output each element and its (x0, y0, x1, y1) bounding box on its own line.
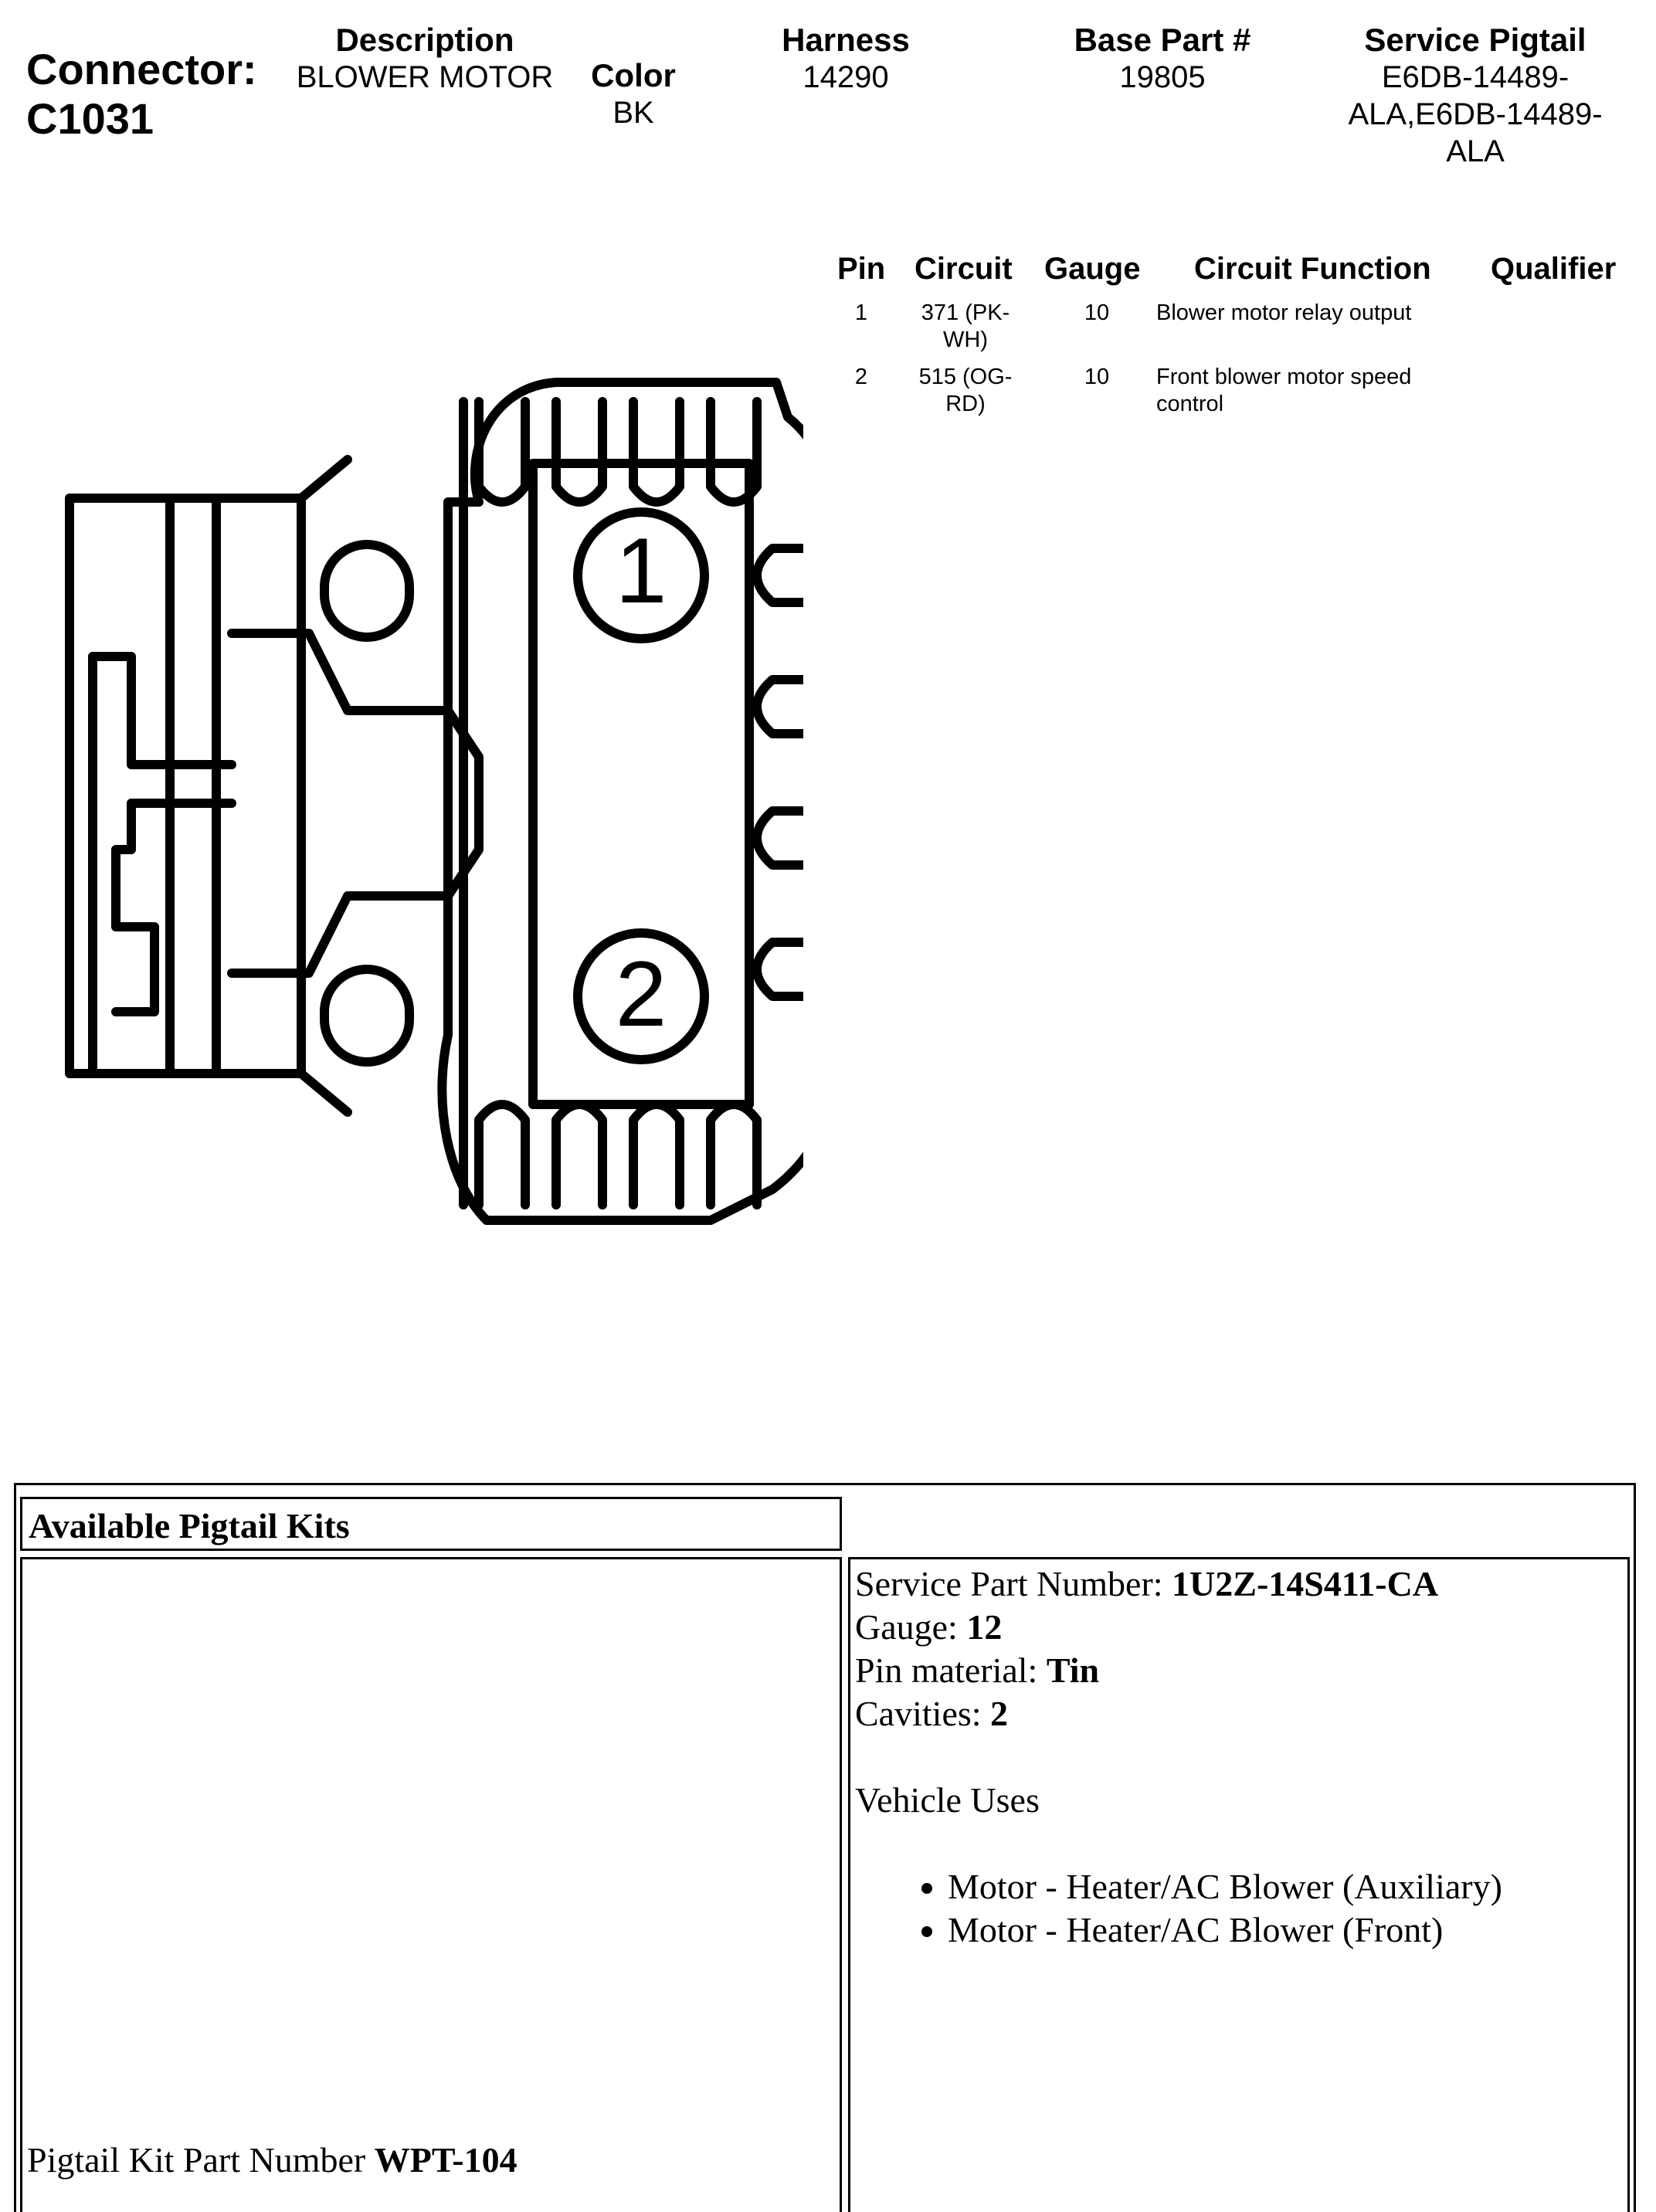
vehicle-uses-label: Vehicle Uses (855, 1780, 1040, 1820)
gauge-value: 12 (966, 1607, 1003, 1647)
service-part-label: Service Part Number: (855, 1564, 1172, 1603)
top-finger (479, 402, 525, 502)
pin-material-line (855, 1649, 1623, 1692)
bottom-finger (556, 1104, 602, 1205)
harness-column (741, 22, 950, 96)
description-value: BLOWER MOTOR (296, 60, 554, 94)
gauge-header: Gauge (1044, 252, 1141, 286)
bottom-finger (711, 1104, 757, 1205)
vehicle-use-item: • Motor - Heater/AC Blower (Auxiliary) (948, 1865, 1623, 1908)
latch-bottom-chamfer (301, 1074, 348, 1112)
pin-2-label: 2 (615, 942, 667, 1046)
circuit-line: 371 (PK- (921, 300, 1010, 325)
pin-header: Pin (837, 252, 886, 286)
base-part-column (1058, 22, 1267, 96)
latch-notch (93, 656, 232, 765)
kit-part-label: Pigtail Kit Part Number (27, 2140, 375, 2180)
kit-part-line (27, 2139, 518, 2182)
latch-neck (232, 633, 479, 973)
connector-label: Connector: (26, 45, 257, 93)
pin-1-label: 1 (615, 519, 667, 623)
connector-heading (26, 45, 257, 144)
service-pigtail-label: Service Pigtail (1364, 22, 1586, 58)
gauge-label: Gauge: (855, 1607, 967, 1647)
circuit-header: Circuit (915, 252, 1013, 286)
color-value: BK (613, 96, 654, 130)
right-finger (757, 548, 803, 602)
pigtail-image-cell (20, 1557, 842, 2212)
latch-body-outline (70, 498, 301, 1074)
circuit-cell (904, 364, 1027, 418)
latch-top-chamfer (301, 460, 348, 498)
left-lobe (324, 545, 409, 637)
circuit-function-header: Circuit Function (1194, 252, 1431, 286)
service-pigtail-line2: ALA,E6DB-14489- (1348, 97, 1603, 131)
harness-label: Harness (782, 22, 910, 58)
description-label: Description (335, 22, 514, 58)
harness-value: 14290 (803, 60, 889, 94)
service-pigtail-line1: E6DB-14489- (1381, 60, 1569, 94)
base-part-label: Base Part # (1074, 22, 1251, 58)
connector-face-diagram (62, 293, 803, 1290)
connector-id: C1031 (26, 94, 154, 143)
circuit-function-cell: Blower motor relay output (1156, 300, 1412, 325)
gauge-line (855, 1606, 1623, 1649)
circuit-cell (904, 300, 1027, 354)
vehicle-uses-list (855, 1865, 1623, 1952)
qualifier-header: Qualifier (1491, 252, 1617, 286)
circuit-line: WH) (943, 327, 988, 352)
gauge-cell: 10 (1084, 365, 1110, 389)
pin-material-label: Pin material: (855, 1651, 1047, 1690)
circuit-function-line: control (1156, 392, 1224, 416)
latch-step (116, 803, 154, 1012)
bottom-finger (633, 1104, 680, 1205)
pin-material-value: Tin (1046, 1651, 1100, 1690)
vehicle-use-item: • Motor - Heater/AC Blower (Front) (948, 1908, 1623, 1952)
circuit-function-cell (1156, 364, 1411, 418)
right-finger (757, 680, 803, 734)
circuit-function-line: Front blower motor speed (1156, 365, 1412, 389)
description-column (278, 22, 572, 96)
circuit-line: RD) (945, 392, 986, 416)
kit-part-number: WPT-104 (374, 2140, 518, 2180)
bottom-finger (479, 1104, 525, 1205)
right-finger (757, 811, 803, 865)
service-part-line (855, 1562, 1623, 1606)
service-pigtail-line3: ALA (1446, 134, 1505, 168)
circuit-line: 515 (OG- (918, 365, 1013, 389)
left-lobe (324, 969, 409, 1062)
pigtail-kits-title: Available Pigtail Kits (20, 1497, 842, 1551)
gauge-cell: 10 (1084, 300, 1110, 325)
service-part-number: 1U2Z-14S411-CA (1172, 1564, 1439, 1603)
color-label: Color (591, 57, 676, 93)
cavities-label: Cavities: (855, 1694, 991, 1733)
pigtail-details-cell (848, 1557, 1630, 2212)
top-finger (633, 402, 680, 502)
base-part-value: 19805 (1119, 60, 1206, 94)
color-column (572, 57, 695, 131)
pin-number: 1 (854, 300, 868, 325)
cavities-value: 2 (990, 1694, 1009, 1733)
service-pigtail-column (1313, 22, 1637, 170)
right-finger (757, 942, 803, 996)
cavities-line (855, 1692, 1623, 1735)
pin-number: 2 (854, 365, 868, 389)
top-finger (556, 402, 602, 502)
